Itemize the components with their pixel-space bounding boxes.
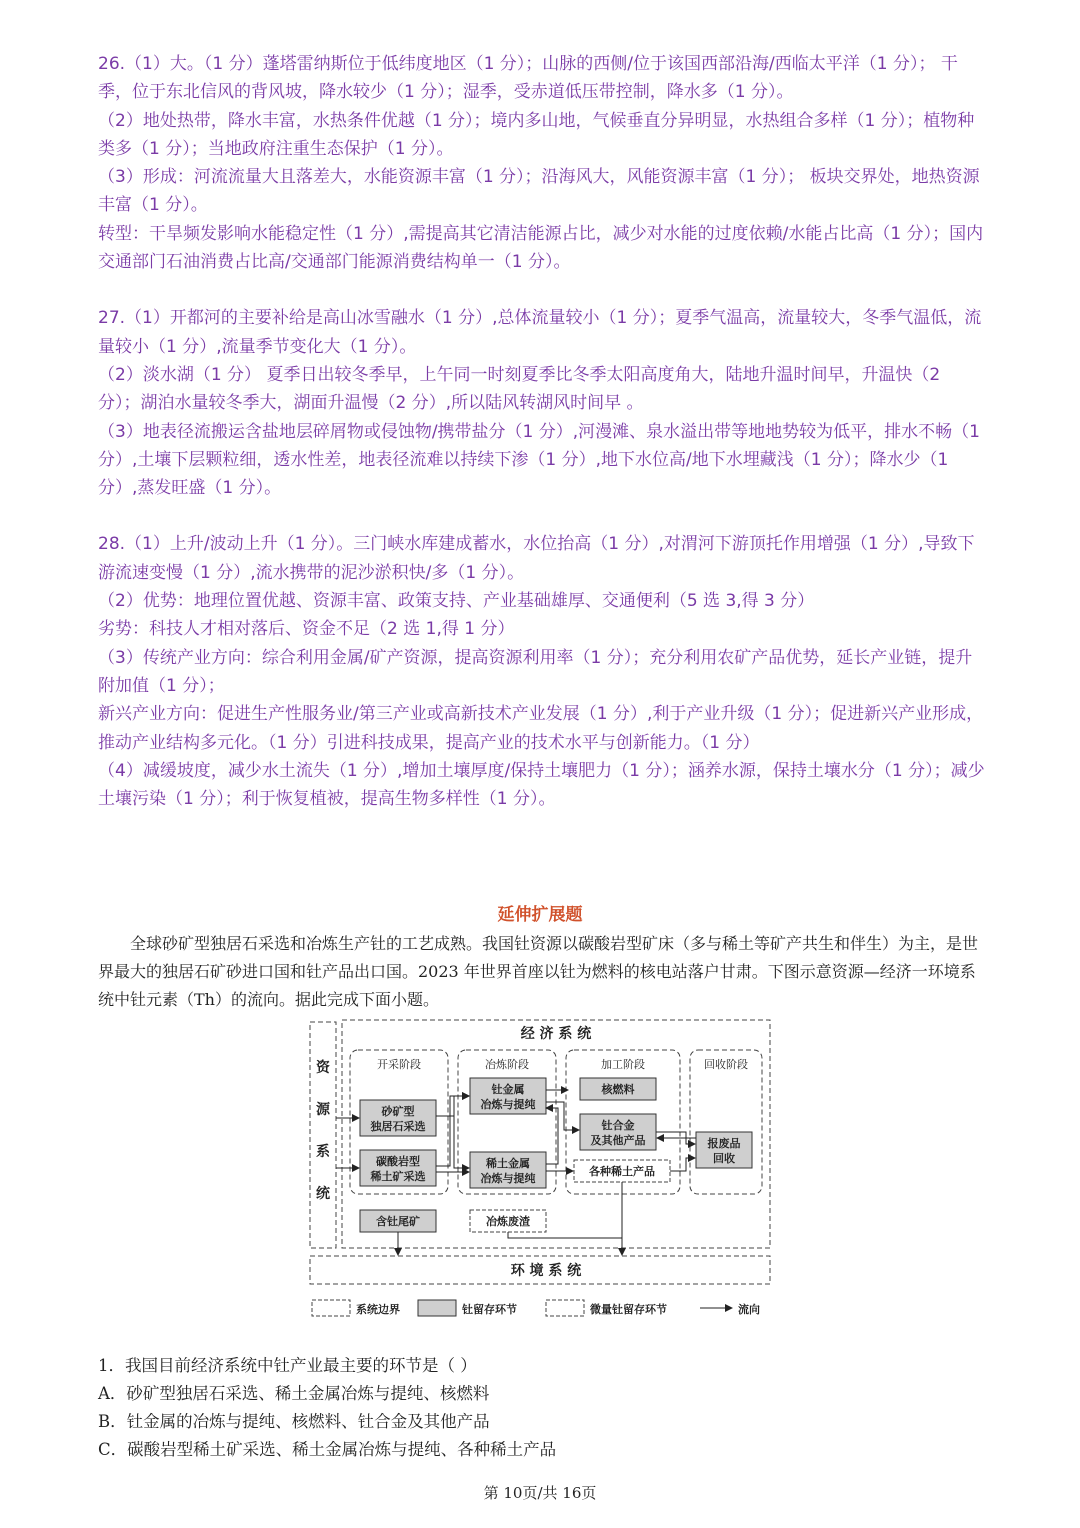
legend-boundary-label: 系统边界 (356, 1303, 400, 1316)
answer-28-3-emerging: 新兴产业方向：促进生产性服务业/第三产业或高新技术产业发展（1 分）,利于产业升级（1 分）；促进新兴产业形成，推动产业结构多元化。（1 分）引进科技成果，提高产业的技术水平与创新能力。（1 分） (98, 704, 984, 753)
scrap-recycling-label-2: 回收 (713, 1152, 735, 1165)
economic-system-label: 经 济 系 统 (520, 1026, 592, 1042)
answer-27-2: （2）淡水湖（1 分） 夏季日出较冬季早，上午同一时刻夏季比冬季太阳高度角大，陆地升温时间早，升温快（2 分）；湖泊水量较冬季大，湖面升温慢（2 分）,所以陆风转湖风时间早 。 (98, 364, 941, 414)
environment-system-label: 环 境 系 统 (510, 1263, 582, 1279)
rare-earth-metal-label-2: 冶炼与提纯 (480, 1172, 536, 1185)
answer-28-3-traditional: （3）传统产业方向：综合利用金属/矿产资源，提高资源利用率（1 分）；充分利用农矿产品优势，延长产业链，提升附加值（1 分）； (98, 647, 973, 696)
question-stem: 1．我国目前经济系统中钍产业最主要的环节是（ ） (98, 1356, 477, 1375)
processing-stage-label: 加工阶段 (601, 1058, 645, 1071)
answer-26-3: （3）形成：河流流量大且落差大，水能资源丰富（1 分）；沿海风大，风能资源丰富（1 分）； 板块交界处，地热资源丰富（1 分）。 (98, 167, 980, 216)
option-c[interactable]: C．碳酸岩型稀土矿采选、稀土金属冶炼与提纯、各种稀土产品 (98, 1440, 557, 1459)
resource-label-1: 资 (316, 1060, 330, 1076)
rare-earth-metal-label-1: 稀土金属 (486, 1157, 530, 1170)
mining-stage-label: 开采阶段 (377, 1058, 421, 1071)
resource-label-2: 源 (316, 1102, 330, 1118)
smelting-stage-label: 冶炼阶段 (485, 1058, 529, 1071)
legend-storage-swatch (418, 1300, 456, 1316)
resource-label-3: 系 (316, 1144, 330, 1160)
thorium-metal-label-2: 冶炼与提纯 (480, 1098, 536, 1111)
answer-28-4: （4）减缓坡度，减少水土流失（1 分）,增加土壤厚度/保持土壤肥力（1 分）；涵养水源，保持土壤水分（1 分）；减少土壤污染（1 分）；利于恢复植被，提高生物多样性（1 分）。 (98, 760, 985, 810)
carbonatite-label-2: 稀土矿采选 (370, 1170, 426, 1183)
extension-passage: 全球砂矿型独居石采选和冶炼生产钍的工艺成熟。我国钍资源以碳酸岩型矿床（多与稀土等矿产共生和伴生）为主，是世界最大的独居石矿砂进口国和钍产品出口国。2023 年世界首座以钍为燃料的核电站落户甘肃。下图示意资源—经济一环境系统中钍元素（Th）的流向。据此完成下面小题。 (98, 934, 979, 1009)
resource-system-boundary (310, 1022, 336, 1248)
sand-monazite-label-2: 独居石采选 (370, 1120, 426, 1133)
recycling-stage-box (690, 1050, 762, 1194)
thorium-metal-label-1: 钍金属 (491, 1083, 525, 1096)
answer-28-2-advantage: （2）优势：地理位置优越、资源丰富、政策支持、产业基础雄厚、交通便利（5 选 3,得 3 分） (98, 591, 815, 612)
option-b[interactable]: B．钍金属的冶炼与提纯、核燃料、钍合金及其他产品 (98, 1412, 490, 1431)
flow-thmetal-to-alloy (546, 1102, 579, 1130)
thorium-tailings-label: 含钍尾矿 (376, 1215, 420, 1228)
flow-carb-to-thmetal (436, 1096, 469, 1166)
scrap-recycling-label-1: 报废品 (707, 1137, 741, 1150)
extension-title: 延伸扩展题 (497, 905, 583, 925)
legend-storage-label: 钍留存环节 (462, 1303, 517, 1316)
answer-28-2-disadvantage: 劣势：科技人才相对落后、资金不足（2 选 1,得 1 分） (98, 619, 515, 640)
legend-micro-label: 微量钍留存环节 (590, 1303, 667, 1316)
flow-slag-to-env (508, 1232, 622, 1255)
thorium-alloy-label-2: 及其他产品 (590, 1134, 646, 1147)
flow-products-to-scrap (670, 1158, 695, 1171)
legend-flow-label: 流向 (738, 1303, 760, 1316)
sand-monazite-label-1: 砂矿型 (381, 1105, 415, 1118)
answer-27-3: （3）地表径流搬运含盐地层碎屑物或侵蚀物/携带盐分（1 分）,河漫滩、泉水溢出带等地地势较为低平，排水不畅（1 分）,土壤下层颗粒细，透水性差，地表径流难以持续下渗（1 分）,地下水位高/地下水埋藏浅（1 分）；降水少（1 分）,蒸发旺盛（1 分）。 (98, 421, 980, 499)
question-1 (98, 1352, 978, 1464)
option-a[interactable]: A．砂矿型独居石采选、稀土金属冶炼与提纯、核燃料 (98, 1384, 490, 1403)
answer-28-1: 28.（1）上升/波动上升（1 分）。三门峡水库建成蓄水，水位抬高（1 分）,对渭河下游顶托作用增强（1 分）,导致下游流速变慢（1 分）,流水携带的泥沙淤积快/多（1 分）。 (98, 534, 975, 583)
flow-sand-to-thmetal (436, 1096, 469, 1116)
flow-sand-to-re (454, 1116, 469, 1168)
page-number: 第 10页/共 16页 (483, 1484, 597, 1502)
answer-26-transition: 转型：干旱频发影响水能稳定性（1 分）,需提高其它清洁能源占比，减少对水能的过度依赖/水能占比高（1 分）；国内交通部门石油消费占比高/交通部门能源消费结构单一（1 分）。 (98, 223, 984, 273)
legend-boundary-swatch (312, 1300, 350, 1316)
resource-label-4: 统 (316, 1186, 330, 1202)
smelting-slag-label: 冶炼废渣 (486, 1215, 530, 1228)
spacer (98, 276, 988, 304)
thorium-alloy-label-1: 钍合金 (601, 1119, 635, 1132)
answer-27-1: 27.（1）开都河的主要补给是高山冰雪融水（1 分）,总体流量较小（1 分）；夏季气温高，流量较大，冬季气温低，流量较小（1 分）,流量季节变化大（1 分）。 (98, 308, 982, 357)
answer-26-1: 26.（1）大。（1 分）蓬塔雷纳斯位于低纬度地区（1 分）；山脉的西侧/位于该国西部沿海/西临太平洋（1 分）； 干季，位于东北信风的背风坡，降水较少（1 分）；湿季，受赤道低压带控制，降水多（1 分）。 (98, 54, 958, 103)
answer-26-2: （2）地处热带，降水丰富，水热条件优越（1 分）；境内多山地，气候垂直分异明显，水热组合多样（1 分）；植物种类多（1 分）；当地政府注重生态保护（1 分）。 (98, 110, 975, 159)
spacer (98, 502, 988, 530)
rare-products-label: 各种稀土产品 (589, 1165, 655, 1178)
nuclear-fuel-label: 核燃料 (601, 1083, 635, 1096)
legend-micro-swatch (546, 1300, 584, 1316)
recycling-stage-label: 回收阶段 (704, 1058, 748, 1071)
thorium-flow-diagram (306, 1016, 776, 1326)
answer-section (98, 50, 988, 813)
carbonatite-label-1: 碳酸岩型 (376, 1155, 420, 1168)
